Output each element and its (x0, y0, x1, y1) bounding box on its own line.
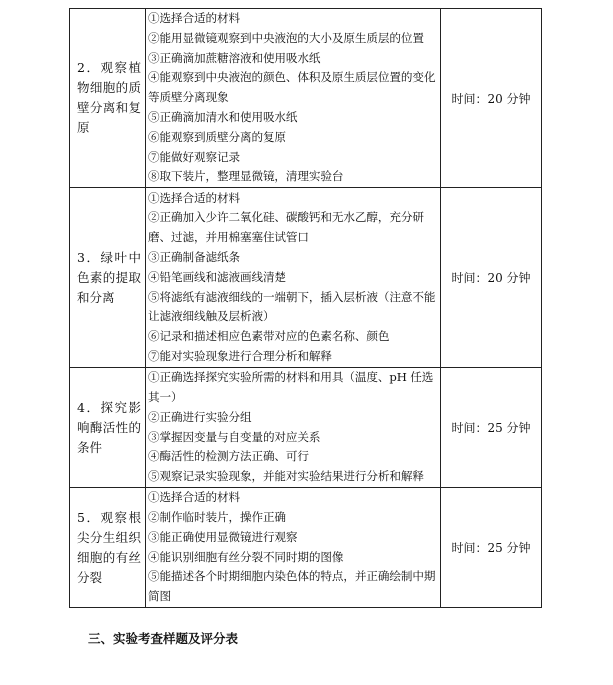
requirement-item: ⑧取下装片，整理显微镜，清理实验台 (148, 169, 344, 184)
requirements-cell (146, 9, 441, 188)
table-row (70, 488, 542, 608)
requirement-item: ①选择合适的材料 (148, 190, 240, 205)
requirement-item: ⑦能做好观察记录 (148, 149, 240, 164)
requirement-item: ⑦能对实验现象进行合理分析和解释 (148, 348, 332, 363)
requirement-item: ③能正确使用显微镜进行观察 (148, 529, 298, 544)
requirements-cell (146, 188, 441, 368)
requirements-cell (146, 488, 441, 608)
time-limit: 时间：25 分钟 (441, 368, 542, 488)
experiment-table (69, 8, 542, 608)
time-limit: 时间：25 分钟 (441, 488, 542, 608)
time-limit: 时间：20 分钟 (441, 9, 542, 188)
requirement-item: ④酶活性的检测方法正确、可行 (148, 449, 309, 464)
requirement-item: ②能用显微镜观察到中央液泡的大小及原生质层的位置 (148, 30, 424, 45)
table-row (70, 368, 542, 488)
requirement-item: ④能观察到中央液泡的颜色、体积及原生质层位置的变化等质壁分离现象 (148, 70, 436, 105)
requirement-item: ②正确加入少许二氧化硅、碳酸钙和无水乙醇，充分研磨、过滤，并用棉塞塞住试管口 (148, 210, 424, 245)
requirement-item: ④能识别细胞有丝分裂不同时期的图像 (148, 549, 344, 564)
experiment-name: 5．观察根尖分生组织细胞的有丝分裂 (70, 488, 146, 608)
requirement-item: ②正确进行实验分组 (148, 409, 252, 424)
requirement-item: ③掌握因变量与自变量的对应关系 (148, 429, 321, 444)
requirement-item: ②制作临时装片，操作正确 (148, 510, 286, 525)
requirement-item: ③正确滴加蔗糖溶液和使用吸水纸 (148, 50, 321, 65)
experiment-name: 4．探究影响酶活性的条件 (70, 368, 146, 488)
requirement-item: ⑤观察记录实验现象，并能对实验结果进行分析和解释 (148, 469, 424, 484)
requirement-item: ⑤将滤纸有滤液细线的一端朝下，插入层析液（注意不能让滤液细线触及层析液） (148, 289, 436, 324)
requirements-cell (146, 368, 441, 488)
table-row (70, 188, 542, 368)
requirement-item: ①正确选择探究实验所需的材料和用具（温度、pH 任选其一） (148, 370, 434, 405)
requirement-item: ⑤正确滴加清水和使用吸水纸 (148, 109, 298, 124)
requirement-item: ④铅笔画线和滤液画线清楚 (148, 269, 286, 284)
experiment-name: 3．绿叶中色素的提取和分离 (70, 188, 146, 368)
requirement-item: ③正确制备滤纸条 (148, 249, 240, 264)
table-row (70, 9, 542, 188)
time-limit: 时间：20 分钟 (441, 188, 542, 368)
requirement-item: ①选择合适的材料 (148, 490, 240, 505)
requirement-item: ⑥能观察到质壁分离的复原 (148, 129, 286, 144)
requirement-item: ⑤能描述各个时期细胞内染色体的特点，并正确绘制中期简图 (148, 569, 436, 604)
requirement-item: ⑥记录和描述相应色素带对应的色素名称、颜色 (148, 329, 390, 344)
experiment-name: 2．观察植物细胞的质壁分离和复原 (70, 9, 146, 188)
requirement-item: ①选择合适的材料 (148, 11, 240, 25)
section-heading: 三、实验考查样题及评分表 (88, 631, 239, 646)
